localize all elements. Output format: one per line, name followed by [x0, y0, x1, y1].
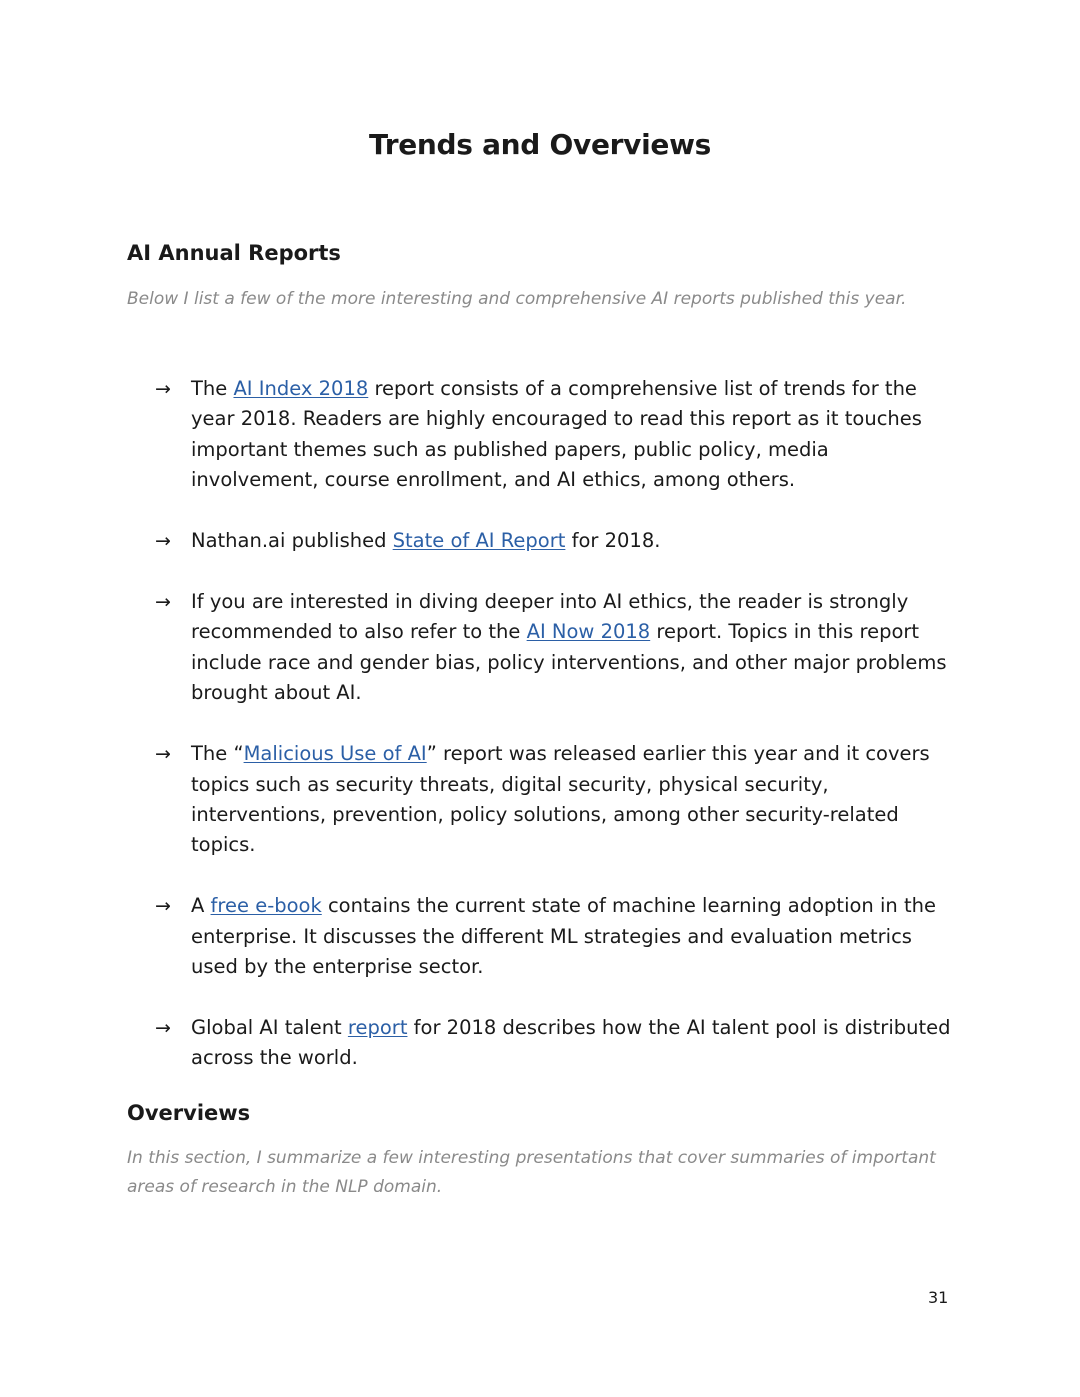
bullet-text-after: report consists of a comprehensive list of trends for the year 2018. Readers are highly encouraged to read this report as it touches important themes such as published papers, public policy, media involvement, course enrollment, and AI ethics, among others.	[191, 377, 922, 492]
reports-list	[155, 374, 955, 1104]
bullet-text-before: A	[191, 894, 211, 918]
arrow-right-icon: →	[155, 530, 171, 553]
list-item-ai-now	[155, 587, 955, 709]
global-ai-talent-report-link[interactable]: report	[347, 1016, 408, 1039]
state-of-ai-report-link[interactable]: State of AI Report	[392, 529, 566, 553]
section-intro-annual-reports: Below I list a few of the more interesting and comprehensive AI reports published this year.	[127, 289, 907, 309]
section-heading-overviews: Overviews	[127, 1101, 251, 1125]
bullet-text-before: The “	[191, 742, 244, 766]
ai-index-2018-link[interactable]: AI Index 2018	[233, 377, 369, 400]
bullet-text-before: Global AI talent	[191, 1016, 348, 1039]
malicious-use-of-ai-link[interactable]: Malicious Use of AI	[243, 742, 427, 766]
list-item-ai-index	[155, 374, 955, 496]
arrow-right-icon: →	[155, 743, 171, 766]
list-item-state-of-ai	[155, 526, 955, 556]
list-item-malicious-use	[155, 739, 955, 861]
bullet-text-before: If you are interested in diving deeper into AI ethics, the reader is strongly recommended to also refer to the	[191, 590, 909, 644]
bullet-text-after: report. Topics in this report include race and gender bias, policy interventions, and other major problems brought about AI.	[191, 620, 947, 705]
bullet-text-after: contains the current state of machine learning adoption in the enterprise. It discusses the different ML strategies and evaluation metrics used by the enterprise sector.	[191, 894, 936, 979]
arrow-right-icon: →	[155, 378, 171, 400]
bullet-text-after: for 2018.	[565, 529, 661, 553]
arrow-right-icon: →	[155, 1017, 171, 1039]
list-item-global-ai-talent	[155, 1013, 955, 1074]
bullet-text-before: The	[191, 377, 234, 400]
section-intro-overviews: In this section, I summarize a few interesting presentations that cover summaries of important areas of research in the NLP domain.	[127, 1148, 936, 1197]
bullet-text-after: ” report was released earlier this year and it covers topics such as security threats, digital security, physical security, interventions, prevention, policy solutions, among other security-related topics.	[191, 742, 930, 857]
bullet-text-before: Nathan.ai published	[191, 529, 393, 553]
list-item-free-ebook	[155, 891, 955, 982]
page-number: 31	[928, 1288, 949, 1307]
ai-now-2018-link[interactable]: AI Now 2018	[526, 620, 651, 644]
arrow-right-icon: →	[155, 895, 171, 918]
bullet-text-after: for 2018 describes how the AI talent pool is distributed across the world.	[191, 1016, 951, 1070]
arrow-right-icon: →	[155, 591, 171, 614]
free-e-book-link[interactable]: free e-book	[210, 894, 322, 918]
section-heading-annual-reports: AI Annual Reports	[127, 241, 341, 265]
page-title: Trends and Overviews	[368, 128, 712, 161]
